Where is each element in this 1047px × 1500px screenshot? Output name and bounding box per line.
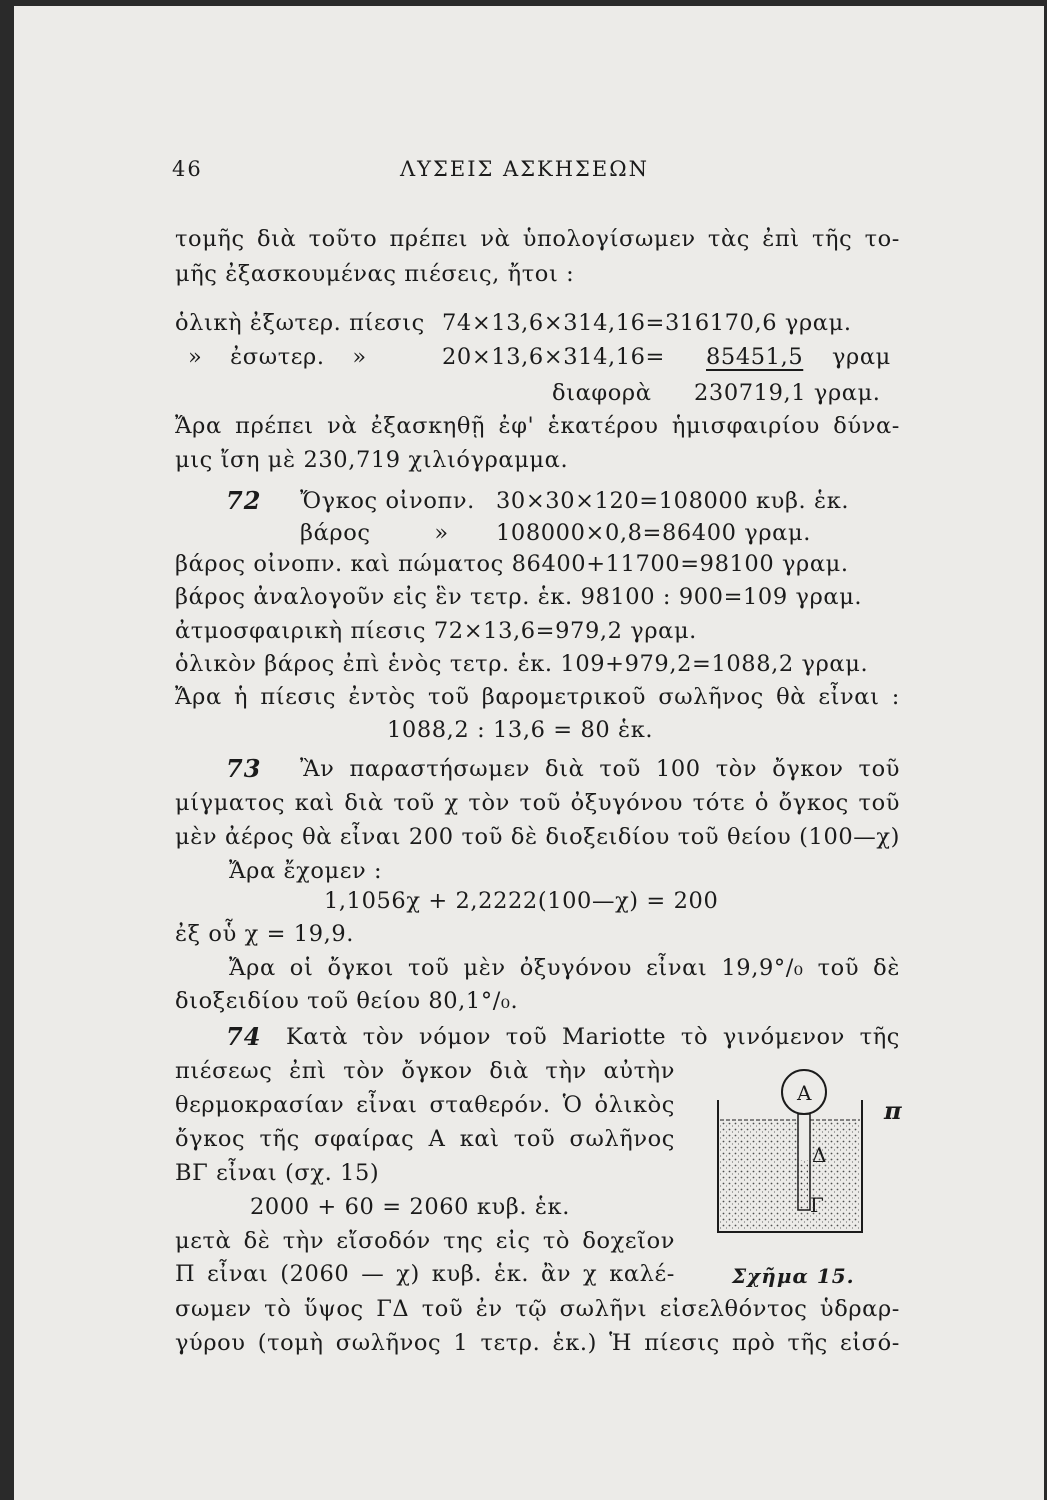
ex72-result: 1088,2 : 13,6 = 80 ἑκ.	[387, 717, 654, 743]
figure-15	[704, 1068, 914, 1248]
exercise-74-number: 74	[226, 1022, 262, 1051]
book-page	[14, 6, 1044, 1500]
label-pi: π	[884, 1096, 903, 1125]
ex73-line-4: Ἄρα ἔχομεν :	[229, 858, 383, 884]
ex73-equation: 1,1056χ + 2,2222(100—χ) = 200	[324, 888, 719, 914]
ex73-line-7: Ἄρα οἱ ὄγκοι τοῦ μὲν ὀξυγόνου εἶναι 19,9°/₀ τοῦ δὲ	[229, 955, 900, 981]
ex72-line-4: βάρος ἀναλογοῦν εἰς ἓν τετρ. ἑκ. 98100 : 900=109 γραμ.	[175, 584, 863, 610]
ex74-line-2: πιέσεως ἐπὶ τὸν ὄγκον διὰ τὴν αὐτὴν	[175, 1058, 675, 1084]
ex72-volume-value: 30×30×120=108000 κυβ. ἑκ.	[496, 488, 850, 514]
page-number: 46	[172, 157, 203, 181]
outer-pressure-expression: 74×13,6×314,16=316170,6 γραμ.	[442, 310, 852, 336]
ex73-line-1: Ἂν παραστήσωμεν διὰ τοῦ 100 τὸν ὄγκον τοῦ	[300, 756, 900, 782]
ex72-weight-label: βάρος »	[300, 520, 449, 546]
inner-pressure-unit: γραμ	[832, 344, 891, 370]
ex72-line-6: ὁλικὸν βάρος ἐπὶ ἑνὸς τετρ. ἑκ. 109+979,2=1088,2 γραμ.	[175, 651, 869, 677]
conclusion-line-2: μις ἴση μὲ 230,719 χιλιόγραμμα.	[175, 447, 569, 473]
ex74-line-10: γύρου (τομὴ σωλῆνος 1 τετρ. ἑκ.) Ἡ πίεσις πρὸ τῆς εἰσό-	[175, 1330, 900, 1356]
mercury-fill	[720, 1120, 860, 1230]
figure-caption: Σχῆμα 15.	[732, 1264, 855, 1288]
difference-label: διαφορὰ	[552, 380, 652, 406]
ex72-weight-value: 108000×0,8=86400 γραμ.	[496, 520, 811, 546]
ex74-line-7: μετὰ δὲ τὴν εἴσοδόν της εἰς τὸ δοχεῖον	[175, 1228, 675, 1254]
ex72-line-7: Ἄρα ἡ πίεσις ἐντὸς τοῦ βαρομετρικοῦ σωλῆνος θὰ εἶναι :	[175, 684, 900, 710]
label-Gamma: Γ	[810, 1193, 825, 1217]
ex74-line-6: 2000 + 60 = 2060 κυβ. ἑκ.	[250, 1194, 570, 1220]
ex73-line-8: διοξειδίου τοῦ θείου 80,1°/₀.	[175, 988, 519, 1014]
outer-pressure-label: ὁλικὴ ἐξωτερ. πίεσις	[175, 310, 425, 336]
ex74-line-9: σωμεν τὸ ὕψος ΓΔ τοῦ ἐν τῷ σωλῆνι εἰσελθόντος ὑδραρ-	[175, 1296, 900, 1322]
conclusion-line-1: Ἄρα πρέπει νὰ ἐξασκηθῇ ἐφ' ἑκατέρου ἡμισφαιρίου δύνα-	[175, 413, 900, 439]
exercise-73-number: 73	[226, 754, 262, 783]
ex72-volume-label: Ὄγκος οἰνοπν.	[300, 488, 475, 514]
ex74-line-3: θερμοκρασίαν εἶναι σταθερόν. Ὁ ὁλικὸς	[175, 1092, 675, 1118]
ex73-line-2: μίγματος καὶ διὰ τοῦ χ τὸν τοῦ ὀξυγόνου τότε ὁ ὄγκος τοῦ	[175, 790, 900, 816]
inner-pressure-value: 85451,5	[706, 344, 804, 370]
intro-line-2: μῆς ἐξασκουμένας πιέσεις, ἤτοι :	[175, 261, 575, 287]
ex74-line-1: Κατὰ τὸν νόμον τοῦ Mariotte τὸ γινόμενον τῆς	[286, 1024, 900, 1050]
inner-pressure-expression-a: 20×13,6×314,16=	[442, 344, 666, 370]
ex74-line-5: ΒΓ εἶναι (σχ. 15)	[175, 1160, 380, 1186]
exercise-72-number: 72	[226, 486, 262, 515]
ex72-line-3: βάρος οἰνοπν. καὶ πώματος 86400+11700=98100 γραμ.	[175, 551, 849, 577]
ex74-line-8: Π εἶναι (2060 — χ) κυβ. ἑκ. ἂν χ καλέ-	[175, 1261, 675, 1287]
label-A: Α	[797, 1081, 813, 1105]
label-Delta: Δ	[812, 1143, 828, 1167]
ex74-line-4: ὄγκος τῆς σφαίρας Α καὶ τοῦ σωλῆνος	[175, 1126, 675, 1152]
running-title: ΛΥΣΕΙΣ ΑΣΚΗΣΕΩΝ	[400, 157, 650, 181]
intro-line-1: τομῆς διὰ τοῦτο πρέπει νὰ ὑπολογίσωμεν τὰς ἐπὶ τῆς το-	[175, 226, 900, 252]
ex73-line-3: μὲν ἀέρος θὰ εἶναι 200 τοῦ δὲ διοξειδίου τοῦ θείου (100—χ)	[175, 824, 900, 850]
difference-value: 230719,1 γραμ.	[694, 380, 881, 406]
ex73-solution: ἐξ οὗ χ = 19,9.	[175, 921, 355, 947]
tube-mercury	[800, 1160, 808, 1209]
ex72-line-5: ἀτμοσφαιρικὴ πίεσις 72×13,6=979,2 γραμ.	[175, 618, 697, 644]
inner-pressure-label: » ἐσωτερ. »	[188, 344, 367, 370]
